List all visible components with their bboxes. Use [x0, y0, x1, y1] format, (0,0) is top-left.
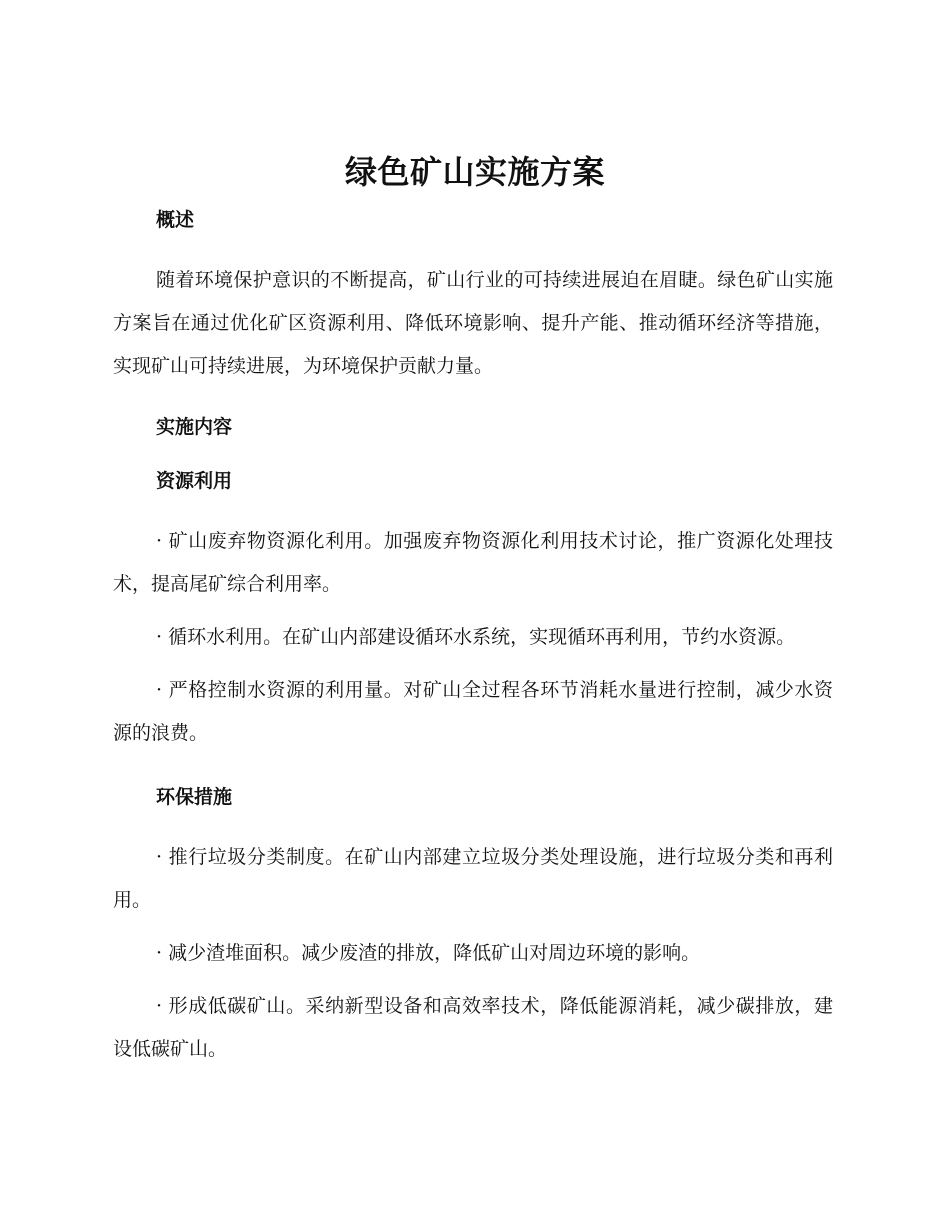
resource-item-waste: · 矿山废弃物资源化利用。加强废弃物资源化利用技术讨论，推广资源化处理技术，提高尾矿综合利用率。: [113, 530, 833, 595]
heading-implementation: 实施内容: [156, 416, 233, 438]
environment-item-low-carbon: · 形成低碳矿山。采纳新型设备和高效率技术，降低能源消耗，减少碳排放，建设低碳矿山。: [113, 995, 833, 1060]
environment-item-slag-reduction: · 减少渣堆面积。减少废渣的排放，降低矿山对周边环境的影响。: [156, 942, 701, 964]
document-body: [113, 205, 833, 1071]
environment-item-garbage-sorting: · 推行垃圾分类制度。在矿山内部建立垃圾分类处理设施，进行垃圾分类和再利用。: [113, 846, 833, 911]
resource-item-water-control: · 严格控制水资源的利用量。对矿山全过程各环节消耗水量进行控制，减少水资源的浪费。: [113, 679, 833, 744]
heading-overview: 概述: [156, 209, 195, 231]
resource-item-recycled-water: · 循环水利用。在矿山内部建设循环水系统，实现循环再利用，节约水资源。: [156, 626, 796, 648]
heading-environment: 环保措施: [156, 786, 233, 808]
document-title: 绿色矿山实施方案: [344, 153, 605, 191]
heading-resource-use: 资源利用: [156, 470, 233, 492]
overview-paragraph: 随着环境保护意识的不断提高，矿山行业的可持续进展迫在眉睫。绿色矿山实施方案旨在通过优化矿区资源利用、降低环境影响、提升产能、推动循环经济等措施，实现矿山可持续进展，为环境保护贡献力量。: [113, 269, 833, 377]
